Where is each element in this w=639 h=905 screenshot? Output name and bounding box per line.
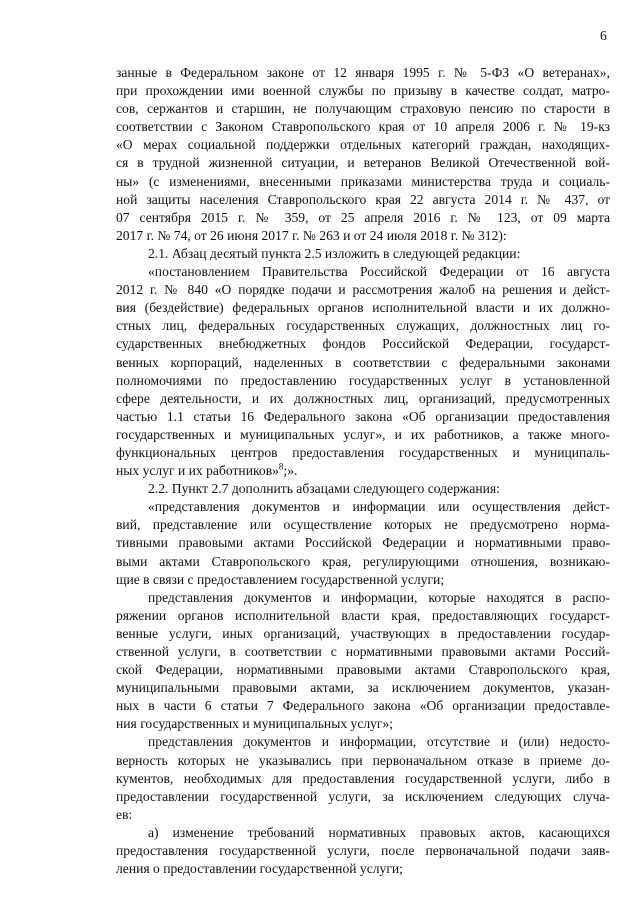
text-line: ных в части 6 статьи 7 Федерального закона «Об организации предоставле- (116, 698, 610, 714)
text-line: «постановлением Правительства Российской Федерации от 16 августа (148, 264, 610, 280)
paragraph (116, 64, 610, 245)
page-number: 6 (600, 28, 607, 43)
text-line: вия (бездействие) федеральных органов исполнительной власти и их должно- (116, 300, 610, 316)
text-line: 2.2. Пункт 2.7 дополнить абзацами следующего содержания: (148, 481, 500, 497)
text-line: стных лиц, федеральных государственных служащих, должностных лиц го- (116, 318, 610, 334)
text-line: венные услуги, иных организаций, участвующих в предоставлении государ- (116, 625, 610, 641)
text-line: кументов, необходимых для предоставления государственной услуги, либо в (116, 770, 610, 786)
paragraph (116, 263, 610, 480)
text-line: ния государственных и муниципальных услуг»; (116, 716, 394, 732)
text-line: муниципальными правовыми актами, за исключением документов, указан- (116, 680, 610, 696)
text-segment: ;». (283, 463, 298, 479)
text-line: а) изменение требований нормативных правовых актов, касающихся (148, 824, 610, 840)
text-line: «О мерах социальной поддержки отдельных категорий граждан, находящих- (116, 137, 610, 153)
paragraph (116, 480, 610, 498)
text-line: ны» (с изменениями, внесенными приказами министерства труда и социаль- (116, 173, 610, 189)
text-line: ся в трудной жизненной ситуации, и ветеранов Великой Отечественной вой- (116, 155, 610, 171)
text-line: тивными правовыми актами Российской Федерации и нормативными право- (116, 535, 610, 551)
text-line: вий, представление или осуществление которых не предусмотрено норма- (116, 517, 610, 533)
text-line: 07 сентября 2015 г. № 359, от 25 апреля 2016 г. № 123, от 09 марта (116, 209, 610, 225)
text-line: полномочиями по предоставлению государственных услуг в установленной (116, 372, 610, 388)
text-line: ной защиты населения Ставропольского края 22 августа 2014 г. № 437, от (116, 191, 610, 207)
text-line: при прохождении ими военной службы по призыву в качестве солдат, матро- (116, 83, 610, 99)
text-line: ской Федерации, нормативными правовыми актами Ставропольского края, (116, 662, 610, 678)
text-line: государственных и муниципальных услуг», и их работников, а также много- (116, 426, 610, 442)
text-line: представления документов и информации, которые находятся в распо- (148, 589, 610, 605)
text-line: ряжении органов исполнительной власти края, предоставляющих государст- (116, 607, 610, 623)
paragraph (116, 589, 610, 734)
document-body (116, 64, 610, 878)
text-line: щие в связи с предоставлением государственной услуги; (116, 571, 445, 587)
paragraph (116, 733, 610, 823)
text-line-with-footnote (116, 462, 610, 480)
text-line: 2.1. Абзац десятый пункта 2.5 изложить в следующей редакции: (148, 245, 521, 261)
paragraph (116, 245, 610, 263)
text-line: сов, сержантов и старшин, не получающим страховую пенсию по старости в (116, 101, 610, 117)
text-line: функциональных центров предоставления государственных и муниципаль- (116, 444, 610, 460)
text-line: сударственных внебюджетных фондов Российской Федерации, государст- (116, 336, 610, 352)
text-line: верность которых не указывались при первоначальном отказе в приеме до- (116, 752, 610, 768)
paragraph (116, 498, 610, 588)
text-line: занные в Федеральном законе от 12 января 1995 г. № 5-ФЗ «О ветеранах», (116, 65, 610, 80)
text-line: предоставления государственной услуги, после первоначальной подачи заяв- (116, 843, 610, 859)
paragraph (116, 824, 610, 878)
text-line: 2012 г. № 840 «О порядке подачи и рассмотрения жалоб на решения и дейст- (116, 282, 610, 298)
text-line: ев: (116, 806, 133, 822)
footnote-reference: 8 (278, 462, 284, 472)
text-line: «представления документов и информации или осуществления дейст- (148, 499, 610, 515)
text-line: предоставлении государственной услуги, за исключением следующих случа- (116, 788, 610, 804)
text-line: сфере деятельности, и их должностных лиц, организаций, предусмотренных (116, 390, 610, 406)
text-line: 2017 г. № 74, от 26 июня 2017 г. № 263 и от 24 июля 2018 г. № 312): (116, 227, 507, 243)
text-line: ственной услуги, в соответствии с нормативными правовыми актами Россий- (116, 644, 610, 659)
text-segment: ных услуг и их работников» (116, 463, 279, 479)
text-line: венных корпораций, наделенных в соответствии с федеральными законами (116, 354, 610, 370)
text-line: представления документов и информации, отсутствие и (или) недосто- (148, 734, 610, 750)
text-line: частью 1.1 статьи 16 Федерального закона «Об организации предоставления (116, 408, 610, 424)
text-line: ления о предоставлении государственной услуги; (116, 861, 403, 877)
text-line: выми актами Ставропольского края, регулирующими отношения, возникаю- (116, 553, 610, 569)
text-line: соответствии с Законом Ставропольского края от 10 апреля 2006 г. № 19-кз (116, 119, 610, 135)
